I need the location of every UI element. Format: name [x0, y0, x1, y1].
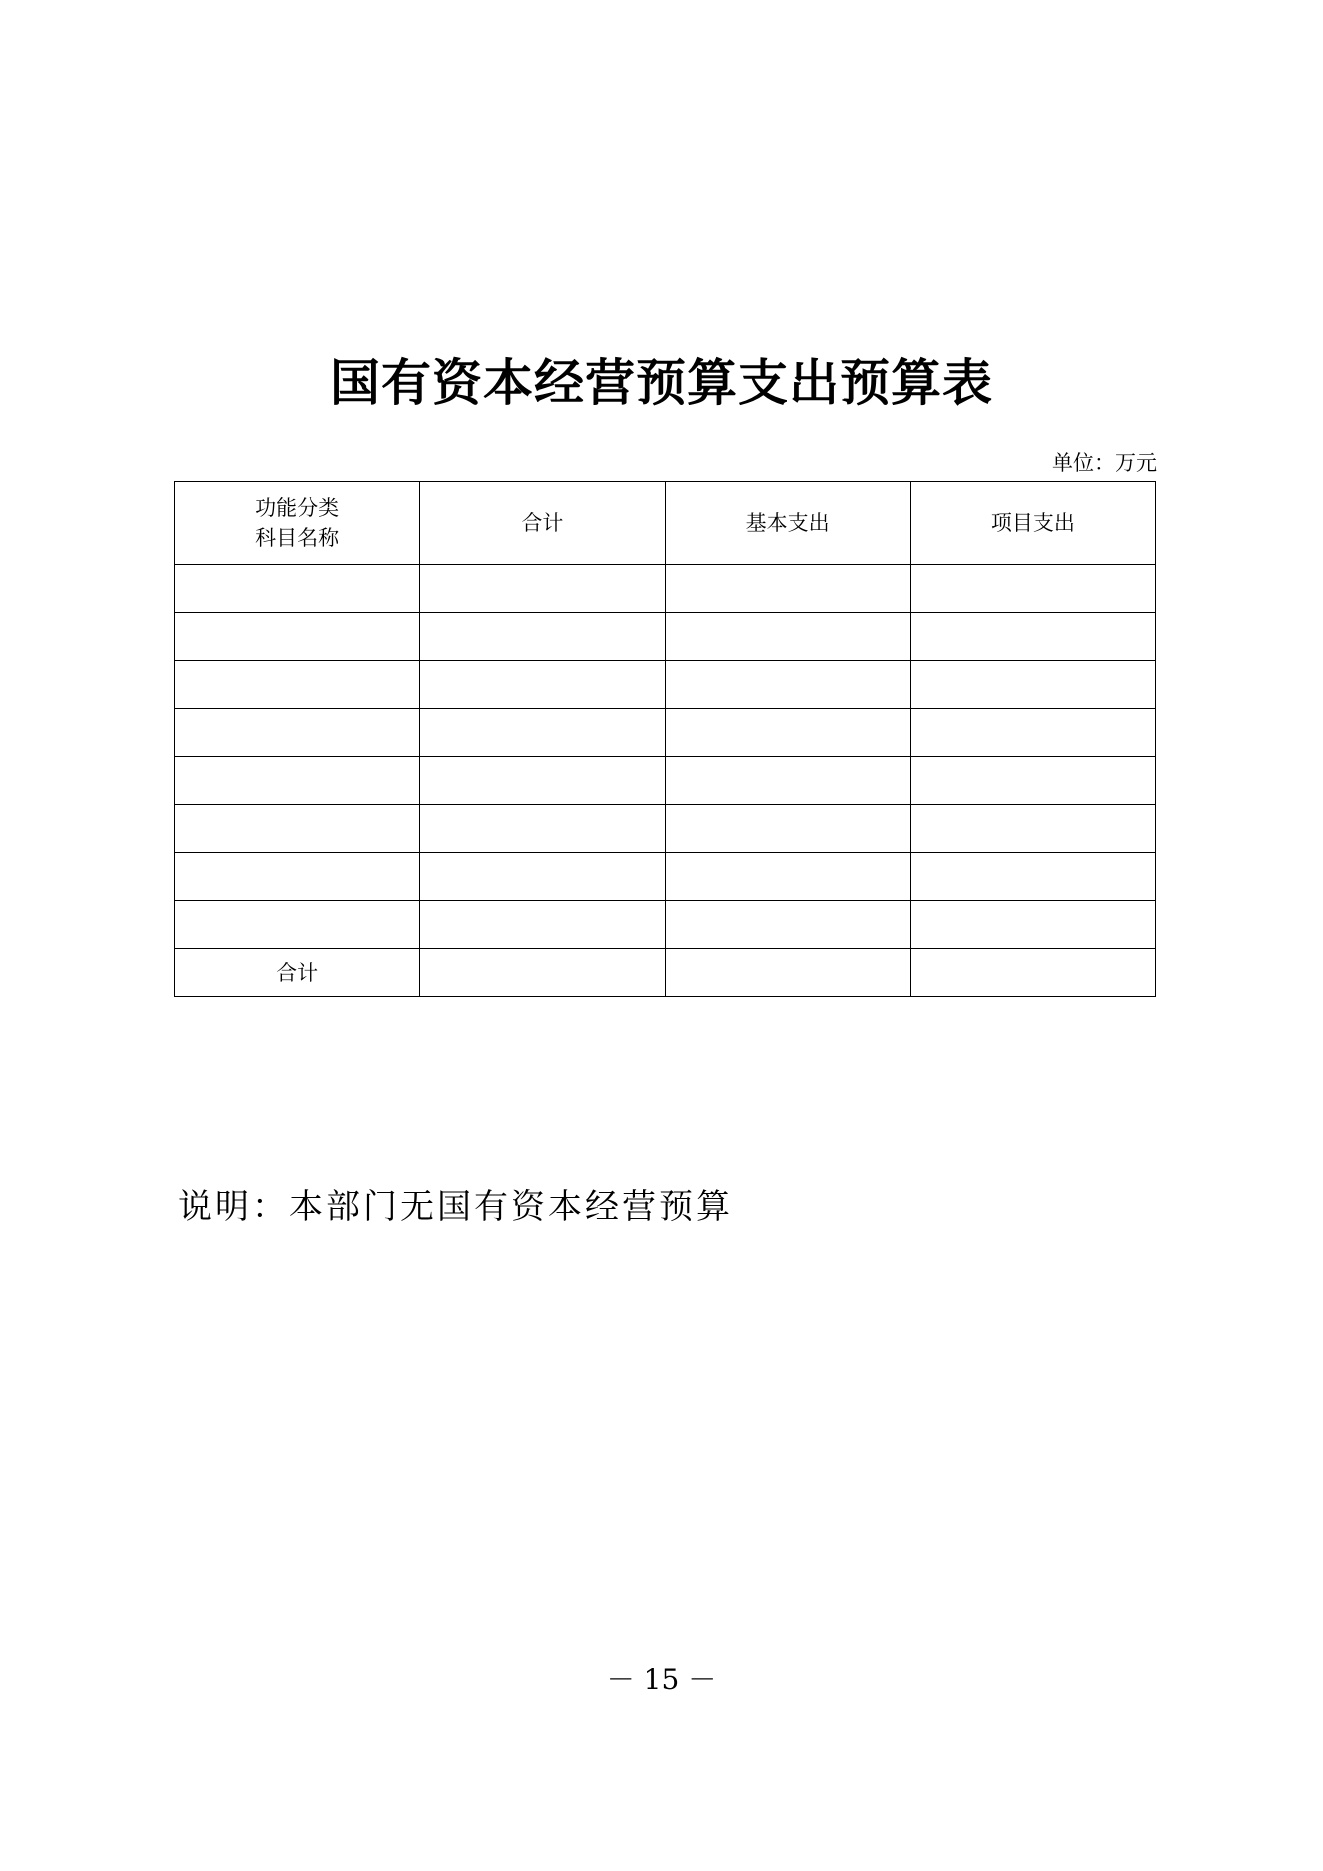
table-row [175, 565, 1156, 613]
table-cell [665, 757, 910, 805]
table-cell [910, 613, 1155, 661]
total-row-label: 合计 [175, 949, 420, 997]
header-category-line1: 功能分类 [255, 496, 340, 520]
table-cell [910, 709, 1155, 757]
page-number: － 15 － [606, 1663, 717, 1696]
table-cell [910, 949, 1155, 997]
table-cell [665, 805, 910, 853]
table-cell [910, 805, 1155, 853]
table-cell [175, 901, 420, 949]
table-cell [910, 757, 1155, 805]
table-cell [665, 901, 910, 949]
table-cell [420, 661, 665, 709]
table-row [175, 613, 1156, 661]
table-body [175, 565, 1156, 997]
table-cell [175, 805, 420, 853]
explanation-note: 说明：本部门无国有资本经营预算 [178, 1187, 733, 1227]
table-cell [420, 709, 665, 757]
table-header [175, 482, 1156, 565]
table-cell [420, 853, 665, 901]
table-header-row [175, 482, 1156, 565]
table-cell [910, 661, 1155, 709]
table-cell [910, 853, 1155, 901]
table-cell [420, 613, 665, 661]
table-cell [665, 565, 910, 613]
table-cell [665, 949, 910, 997]
header-category [175, 482, 420, 565]
table-cell [665, 709, 910, 757]
table-cell [175, 613, 420, 661]
table-row [175, 661, 1156, 709]
table-cell [665, 613, 910, 661]
table-cell [175, 757, 420, 805]
table-cell [910, 901, 1155, 949]
header-total: 合计 [420, 482, 665, 565]
table-cell [665, 853, 910, 901]
table-row [175, 853, 1156, 901]
table-cell [420, 757, 665, 805]
header-category-line2: 科目名称 [255, 526, 340, 550]
table-cell [175, 709, 420, 757]
table-row [175, 901, 1156, 949]
table-cell [420, 565, 665, 613]
table-cell [175, 661, 420, 709]
table-row [175, 709, 1156, 757]
table-cell [420, 949, 665, 997]
table-total-row [175, 949, 1156, 997]
budget-table [174, 481, 1156, 997]
table-row [175, 757, 1156, 805]
table-row [175, 805, 1156, 853]
table-cell [910, 565, 1155, 613]
table-cell [420, 901, 665, 949]
page-title: 国有资本经营预算支出预算表 [330, 353, 993, 412]
unit-label: 单位：万元 [1052, 451, 1157, 475]
table-cell [665, 661, 910, 709]
header-project-expenditure: 项目支出 [910, 482, 1155, 565]
table-cell [175, 565, 420, 613]
header-basic-expenditure: 基本支出 [665, 482, 910, 565]
table-cell [420, 805, 665, 853]
table-cell [175, 853, 420, 901]
